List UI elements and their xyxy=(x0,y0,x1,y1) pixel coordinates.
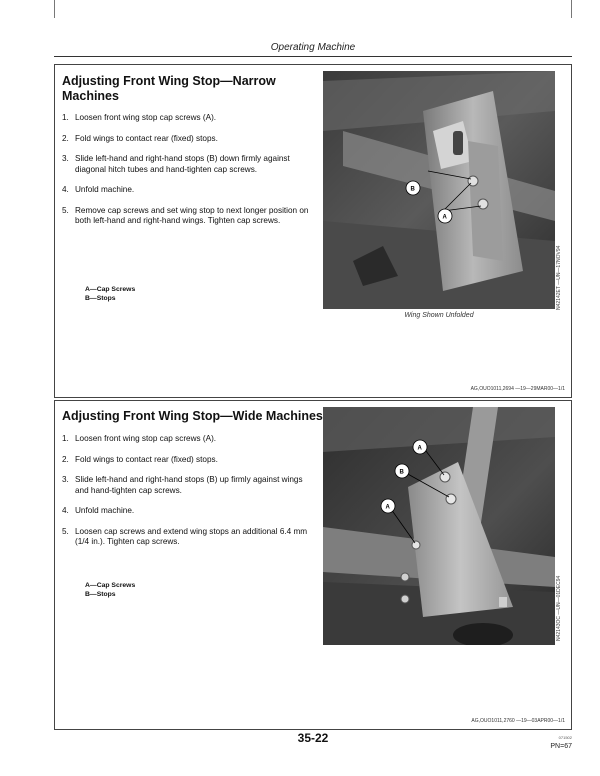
step-text: Slide left-hand and right-hand stops (B) down firmly against diagonal hitch tubes and hand-tighten cap screws. xyxy=(75,154,290,174)
doc-id: AG,OUO1011,2694 —19—29MAR00—1/1 xyxy=(470,386,565,392)
step-number: 2. xyxy=(62,133,69,143)
step-item xyxy=(62,527,312,548)
step-number: 5. xyxy=(62,526,69,536)
section-wide-machines xyxy=(54,400,572,730)
doc-id: AG,OUO1011,2760 —19—03APR00—1/1 xyxy=(471,718,565,724)
step-item xyxy=(62,455,312,466)
step-item xyxy=(62,154,312,175)
page-header: Operating Machine xyxy=(270,42,356,53)
legend xyxy=(85,581,135,599)
legend-item: B—Stops xyxy=(85,591,116,598)
step-number: 5. xyxy=(62,205,69,215)
step-number: 4. xyxy=(62,506,69,515)
step-number: 2. xyxy=(62,454,69,464)
wing-stop-photo xyxy=(323,71,555,309)
figure-caption: Wing Shown Unfolded xyxy=(404,312,474,319)
step-text: Unfold machine. xyxy=(75,185,135,194)
step-text: Unfold machine. xyxy=(75,506,135,515)
step-item xyxy=(62,185,312,196)
callout-a: A xyxy=(385,504,390,511)
section-narrow-machines xyxy=(54,64,572,398)
step-list xyxy=(62,434,312,558)
figure-id: N42142ET —UN—17NOV94 xyxy=(556,245,562,310)
wing-stop-photo xyxy=(323,407,555,645)
page-right-rule xyxy=(571,0,572,18)
figure-id: N42143OC —UN—01DEC94 xyxy=(556,575,562,641)
legend-item: A—Cap Screws xyxy=(85,582,136,589)
step-item xyxy=(62,506,312,517)
step-item xyxy=(62,134,312,145)
section-title: Adjusting Front Wing Stop—Wide Machines xyxy=(62,409,323,423)
step-text: Slide left-hand and right-hand stops (B) up firmly against wings and hand-tighten cap screws. xyxy=(75,475,303,495)
step-item xyxy=(62,113,312,124)
step-text: Fold wings to contact rear (fixed) stops. xyxy=(75,454,218,464)
callout-a: A xyxy=(417,445,422,452)
callout-a: A xyxy=(442,214,447,221)
step-number: 1. xyxy=(62,113,69,122)
header-rule xyxy=(54,56,572,57)
step-item xyxy=(62,475,312,496)
legend-item: B—Stops xyxy=(85,295,116,302)
step-number: 4. xyxy=(62,185,69,194)
step-text: Loosen front wing stop cap screws (A). xyxy=(75,434,217,443)
footer-code: 071502 xyxy=(558,735,572,740)
section-title: Adjusting Front Wing Stop—Narrow Machines xyxy=(62,74,276,103)
step-list xyxy=(62,113,312,237)
step-text: Loosen front wing stop cap screws (A). xyxy=(75,113,217,122)
callout-b: B xyxy=(399,469,404,476)
step-item xyxy=(62,206,312,227)
page-number: 35-22 xyxy=(297,731,329,745)
pn-number: PN=67 xyxy=(550,743,572,750)
step-number: 3. xyxy=(62,154,69,163)
step-text: Loosen cap screws and extend wing stops an additional 6.4 mm (1/4 in.). Tighten cap screws. xyxy=(75,526,308,546)
legend-item: A—Cap Screws xyxy=(85,286,136,293)
step-number: 3. xyxy=(62,475,69,484)
step-item xyxy=(62,434,312,445)
step-text: Remove cap screws and set wing stop to next longer position on both left-hand and right-hand wings. Tighten cap screws. xyxy=(75,205,309,225)
page-left-rule xyxy=(54,0,55,18)
step-text: Fold wings to contact rear (fixed) stops. xyxy=(75,133,218,143)
callout-b: B xyxy=(410,186,415,193)
legend xyxy=(85,285,135,303)
step-number: 1. xyxy=(62,434,69,443)
